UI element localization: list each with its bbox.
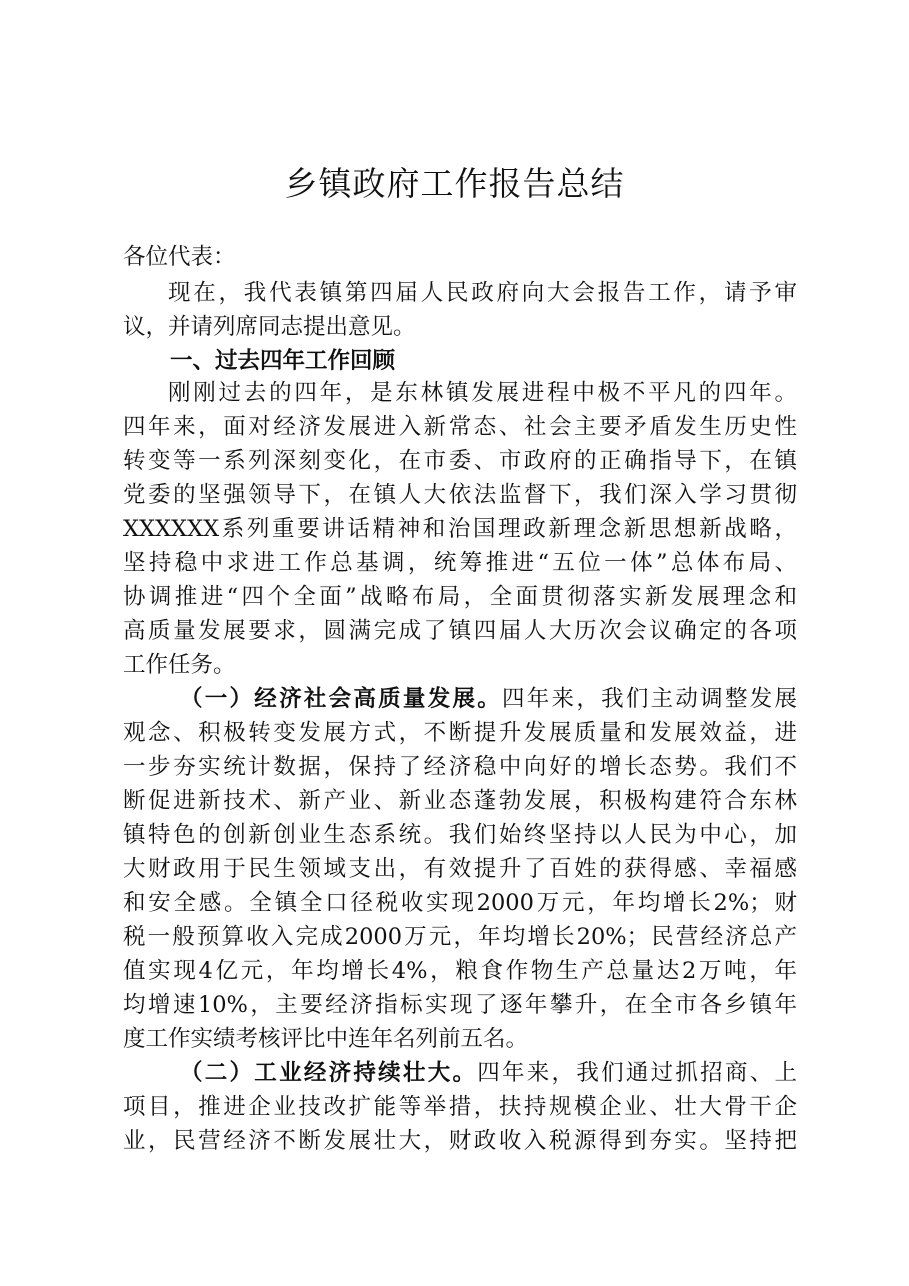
- section-heading: 一、过去四年工作回顾: [170, 348, 396, 374]
- paragraph-line: 观念、积极转变发展方式，不断提升发展质量和发展效益，进: [123, 720, 797, 746]
- paragraph-line: 断促进新技术、新产业、新业态蓬勃发展，积极构建符合东林: [123, 788, 797, 814]
- subsection-first-line: [123, 682, 797, 716]
- paragraph-line: 党委的坚强领导下，在镇人大依法监督下，我们深入学习贯彻: [123, 482, 797, 508]
- paragraph-line: XXXXXX系列重要讲话精神和治国理政新理念新思想新战略，: [123, 516, 797, 542]
- paragraph-line: 刚刚过去的四年，是东林镇发展进程中极不平凡的四年。: [168, 380, 797, 406]
- paragraph-line: 度工作实绩考核评比中连年名列前五名。: [123, 1026, 529, 1052]
- paragraph-line: 转变等一系列深刻变化，在市委、市政府的正确指导下，在镇: [123, 448, 797, 474]
- intro-line: 议，并请列席同志提出意见。: [123, 314, 416, 340]
- paragraph-line: 项目，推进企业技改扩能等举措，扶持规模企业、壮大骨干企: [123, 1094, 797, 1120]
- paragraph-line: 四年来，面对经济发展进入新常态、社会主要矛盾发生历史性: [123, 414, 797, 440]
- subsection-heading: （二）工业经济持续壮大。: [180, 1060, 478, 1086]
- paragraph-line: 镇特色的创新创业生态系统。我们始终坚持以人民为中心，加: [123, 822, 797, 848]
- paragraph-line: 业，民营经济不断发展壮大，财政收入税源得到夯实。坚持把: [123, 1128, 797, 1154]
- paragraph-line: 一步夯实统计数据，保持了经济稳中向好的增长态势。我们不: [123, 754, 797, 780]
- paragraph-line: 均增速10%，主要经济指标实现了逐年攀升，在全市各乡镇年: [123, 992, 797, 1018]
- subsection-first-line: [123, 1056, 797, 1090]
- paragraph-line: 和安全感。全镇全口径税收实现2000万元，年均增长2%；财: [123, 890, 797, 916]
- subsection-text: 四年来，我们主动调整发展: [502, 686, 797, 712]
- subsection-heading: （一）经济社会高质量发展。: [180, 686, 503, 712]
- paragraph-line: 值实现4亿元，年均增长4%，粮食作物生产总量达2万吨，年: [123, 958, 797, 984]
- paragraph-line: 协调推进“四个全面”战略布局，全面贯彻落实新发展理念和: [123, 584, 797, 610]
- subsection-text: 四年来，我们通过抓招商、上: [477, 1060, 797, 1086]
- paragraph-line: 税一般预算收入完成2000万元，年均增长20%；民营经济总产: [123, 924, 797, 950]
- document-title: 乡镇政府工作报告总结: [284, 164, 625, 203]
- salutation: 各位代表：: [123, 244, 236, 270]
- intro-line: 现在，我代表镇第四届人民政府向大会报告工作，请予审: [168, 280, 797, 306]
- paragraph-line: 坚持稳中求进工作总基调，统筹推进“五位一体”总体布局、: [123, 550, 797, 576]
- paragraph-line: 大财政用于民生领域支出，有效提升了百姓的获得感、幸福感: [123, 856, 797, 882]
- paragraph-line: 工作任务。: [123, 652, 236, 678]
- paragraph-line: 高质量发展要求，圆满完成了镇四届人大历次会议确定的各项: [123, 618, 797, 644]
